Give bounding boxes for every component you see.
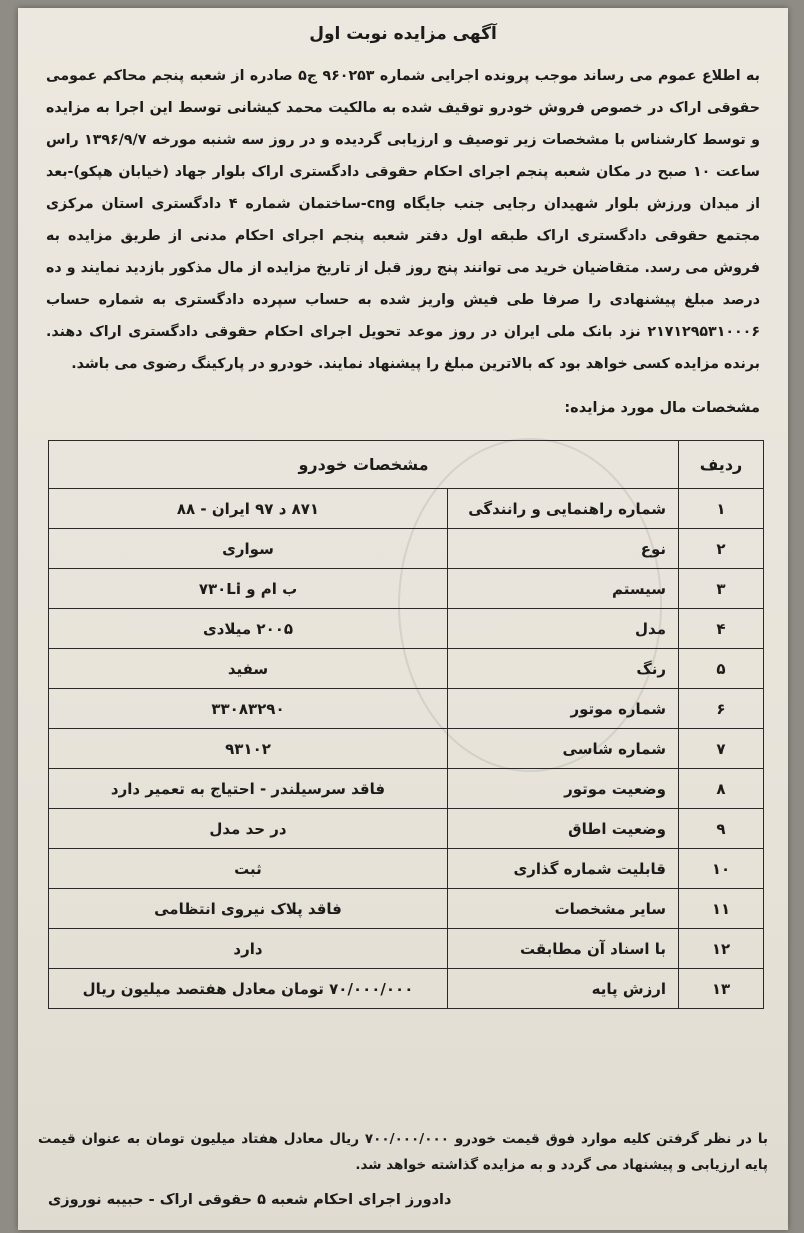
row-value: در حد مدل bbox=[49, 809, 448, 849]
row-index: ۱۳ bbox=[679, 969, 764, 1009]
row-field-label: قابلیت شماره گذاری bbox=[448, 849, 679, 889]
row-field-label: سایر مشخصات bbox=[448, 889, 679, 929]
notice-body: به اطلاع عموم می رساند موجب پرونده اجرایی شماره ۹۶۰۲۵۳ ج۵ صادره از شعبه پنجم محاکم عمومی حقوقی اراک در خصوص فروش خودرو توقیف شده به مالکیت محمد کیشانی توسط این اجرا به مزایده و توسط کارشناس با مشخصات زیر توصیف و ارزیابی گردیده و در روز سه شنبه مورخه ۱۳۹۶/۹/۷ راس ساعت ۱۰ صبح در مکان شعبه پنجم اجرای احکام حقوقی دادگستری اراک بلوار جهاد (خیابان هپکو)-بعد از میدان ورزش بلوار شهیدان رجایی جنب جایگاه cng-ساختمان شماره ۴ دادگستری استان مرکزی مجتمع حقوقی دادگستری اراک طبقه اول دفتر شعبه پنجم اجرای احکام مدنی از طریق مزایده به فروش می رسد. متقاضیان خرید می توانند پنج روز قبل از تاریخ مزایده از مال مذکور بازدید نمایند و ده درصد مبلغ پیشنهادی را صرفا طی فیش واریز شده به حساب سپرده دادگستری به شماره حساب ۲۱۷۱۲۹۵۳۱۰۰۰۶ نزد بانک ملی ایران در روز موعد تحویل اجرای احکام حقوقی دادگستری اراک دهند. برنده مزایده کسی خواهد بود که بالاترین مبلغ را پیشنهاد نمایند. خودرو در پارکینگ رضوی می باشد. bbox=[46, 68, 760, 372]
row-field-label: وضعیت موتور bbox=[448, 769, 679, 809]
row-value: ثبت bbox=[49, 849, 448, 889]
table-row bbox=[49, 529, 764, 569]
footer-note: با در نظر گرفتن کلیه موارد فوق قیمت خودرو ۷۰۰/۰۰۰/۰۰۰ ریال معادل هفتاد میلیون تومان به عنوان قیمت پایه ارزیابی و پیشنهاد می گردد و به مزایده گذاشته خواهد شد. bbox=[38, 1131, 768, 1173]
header-index: ردیف bbox=[679, 441, 764, 489]
table-row bbox=[49, 769, 764, 809]
row-field-label: سیستم bbox=[448, 569, 679, 609]
row-value: ۷۰/۰۰۰/۰۰۰ تومان معادل هفتصد میلیون ریال bbox=[49, 969, 448, 1009]
header-spec: مشخصات خودرو bbox=[49, 441, 679, 489]
signature: دادورز اجرای احکام شعبه ۵ حقوقی اراک - حبیبه نوروزی bbox=[48, 1192, 452, 1208]
row-value: فاقد سرسیلندر - احتیاج به تعمیر دارد bbox=[49, 769, 448, 809]
newspaper-clipping bbox=[18, 8, 788, 1230]
row-index: ۱۱ bbox=[679, 889, 764, 929]
row-index: ۷ bbox=[679, 729, 764, 769]
table-row bbox=[49, 849, 764, 889]
row-field-label: رنگ bbox=[448, 649, 679, 689]
table-row bbox=[49, 929, 764, 969]
row-value: ۹۳۱۰۲ bbox=[49, 729, 448, 769]
row-index: ۸ bbox=[679, 769, 764, 809]
row-field-label: شماره موتور bbox=[448, 689, 679, 729]
table-row bbox=[49, 609, 764, 649]
row-field-label: با اسناد آن مطابقت bbox=[448, 929, 679, 969]
row-field-label: شماره شاسی bbox=[448, 729, 679, 769]
table-row bbox=[49, 489, 764, 529]
row-index: ۵ bbox=[679, 649, 764, 689]
table-row bbox=[49, 729, 764, 769]
table-row bbox=[49, 569, 764, 609]
row-value: ۸۷۱ د ۹۷ ایران - ۸۸ bbox=[49, 489, 448, 529]
row-field-label: شماره راهنمایی و رانندگی bbox=[448, 489, 679, 529]
row-index: ۹ bbox=[679, 809, 764, 849]
row-index: ۳ bbox=[679, 569, 764, 609]
table-row bbox=[49, 689, 764, 729]
table-row bbox=[49, 649, 764, 689]
row-value: ۲۰۰۵ میلادی bbox=[49, 609, 448, 649]
table-header-row bbox=[49, 441, 764, 489]
table-row bbox=[49, 889, 764, 929]
list-heading: مشخصات مال مورد مزایده: bbox=[564, 400, 760, 416]
row-index: ۱ bbox=[679, 489, 764, 529]
row-index: ۱۰ bbox=[679, 849, 764, 889]
row-value: دارد bbox=[49, 929, 448, 969]
row-value: سفید bbox=[49, 649, 448, 689]
row-field-label: نوع bbox=[448, 529, 679, 569]
row-value: فاقد پلاک نیروی انتظامی bbox=[49, 889, 448, 929]
table-row bbox=[49, 969, 764, 1009]
row-index: ۲ bbox=[679, 529, 764, 569]
row-field-label: مدل bbox=[448, 609, 679, 649]
row-value: ب ام و ۷۳۰Li bbox=[49, 569, 448, 609]
row-index: ۱۲ bbox=[679, 929, 764, 969]
row-index: ۴ bbox=[679, 609, 764, 649]
row-index: ۶ bbox=[679, 689, 764, 729]
specs-table bbox=[48, 440, 764, 1009]
table-row bbox=[49, 809, 764, 849]
row-value: سواری bbox=[49, 529, 448, 569]
row-field-label: وضعیت اطاق bbox=[448, 809, 679, 849]
row-field-label: ارزش پایه bbox=[448, 969, 679, 1009]
row-value: ۳۳۰۸۳۲۹۰ bbox=[49, 689, 448, 729]
notice-title: آگهی مزایده نوبت اول bbox=[309, 24, 497, 44]
